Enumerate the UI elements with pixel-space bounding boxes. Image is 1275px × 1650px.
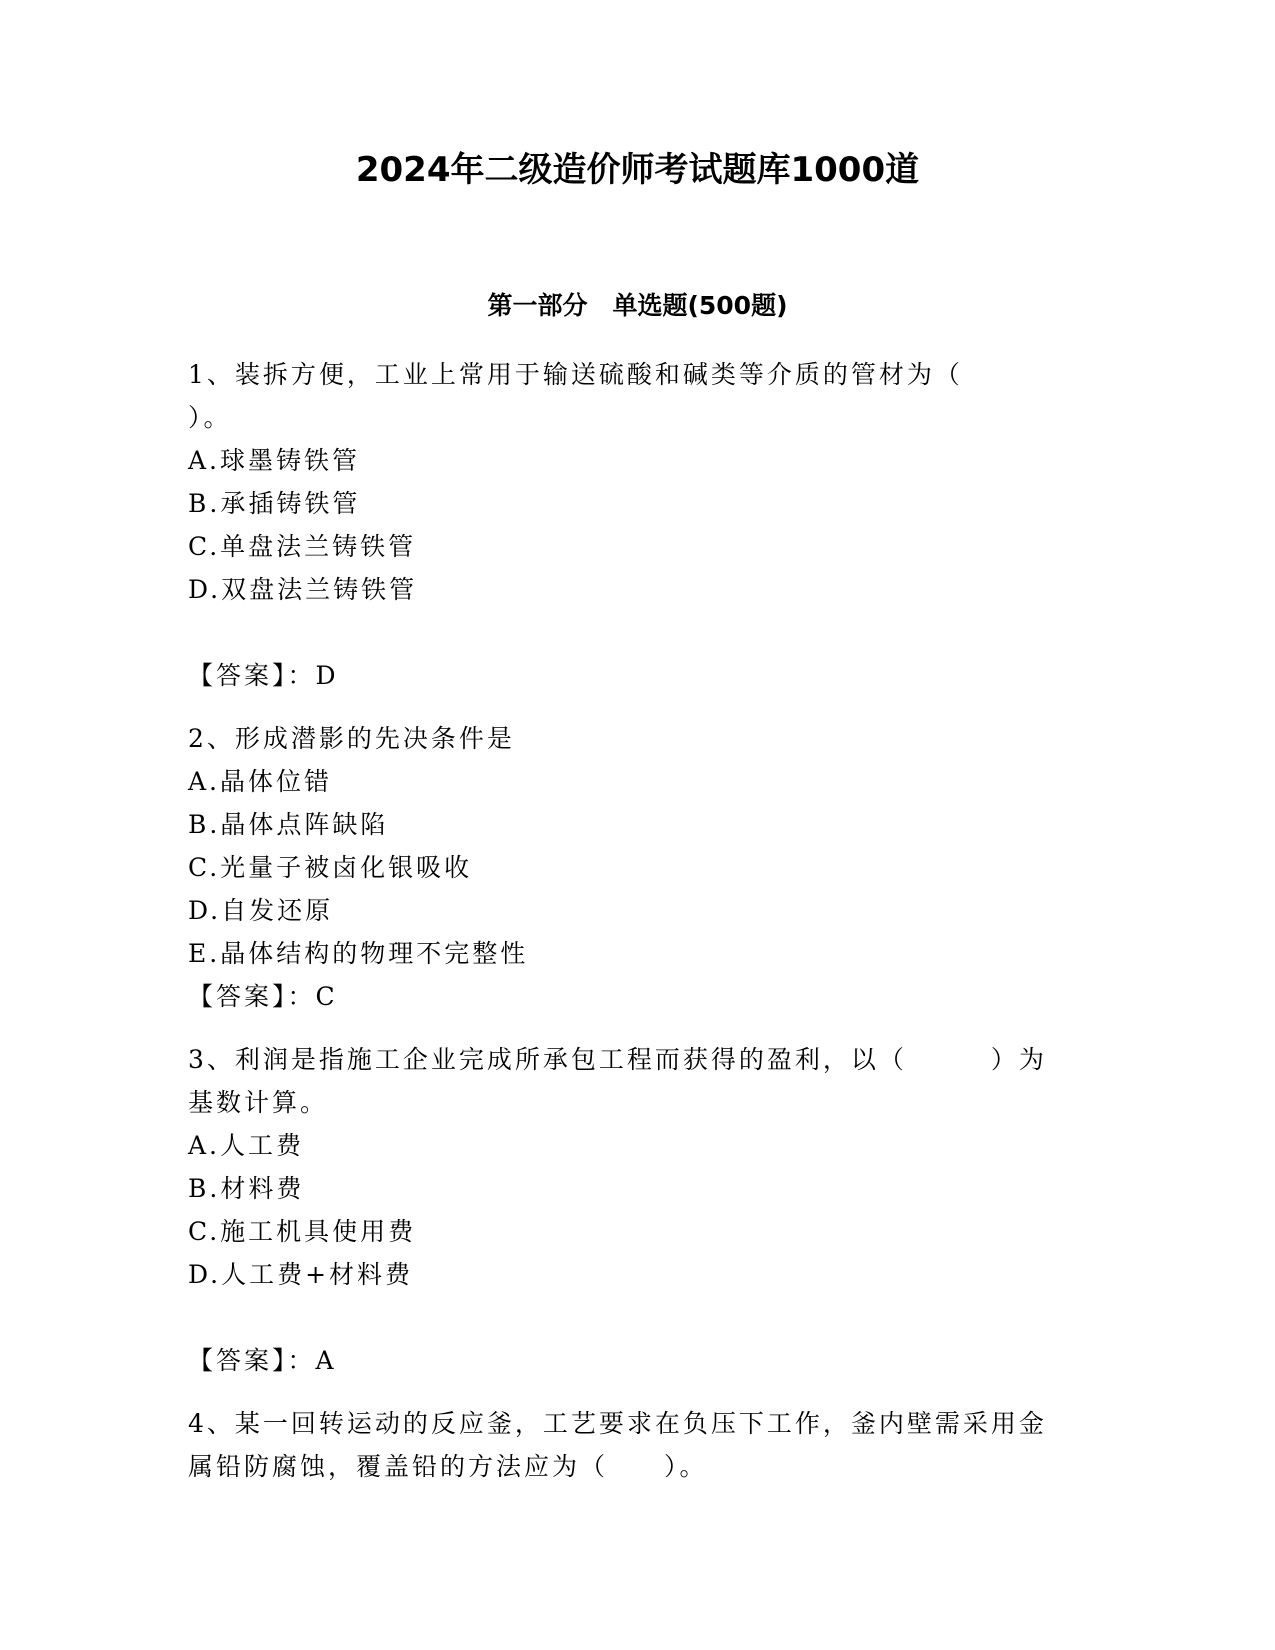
question-3-answer: 【答案】：A [188, 1346, 337, 1375]
question-1-stem-line1: 1、装拆方便，工业上常用于输送硫酸和碱类等介质的管材为（ [188, 360, 963, 389]
question-4-stem-line2: 属铅防腐蚀，覆盖铅的方法应为（ ）。 [188, 1452, 708, 1481]
question-1-option-d: D.双盘法兰铸铁管 [188, 575, 418, 604]
question-2-answer: 【答案】：C [188, 982, 338, 1011]
question-list [188, 353, 1078, 1488]
question-2-option-e: E.晶体结构的物理不完整性 [188, 939, 529, 968]
question-3-stem-line2: 基数计算。 [188, 1088, 329, 1117]
question-1-option-c: C.单盘法兰铸铁管 [188, 532, 417, 561]
question-3-stem-line1: 3、利润是指施工企业完成所承包工程而获得的盈利，以（ ）为 [188, 1045, 1047, 1074]
question-2-option-b: B.晶体点阵缺陷 [188, 810, 389, 839]
document-title: 2024年二级造价师考试题库1000道 [355, 150, 920, 190]
question-4-stem-line1: 4、某一回转运动的反应釜，工艺要求在负压下工作，釜内壁需采用金 [188, 1409, 1047, 1438]
question-2-option-a: A.晶体位错 [188, 767, 333, 796]
question-2-option-d: D.自发还原 [188, 896, 334, 925]
question-1-option-b: B.承插铸铁管 [188, 489, 361, 518]
question-1-stem-line2: ）。 [188, 403, 232, 432]
question-3-option-b: B.材料费 [188, 1174, 305, 1203]
question-3-option-d: D.人工费+材料费 [188, 1260, 414, 1289]
question-2-option-c: C.光量子被卤化银吸收 [188, 853, 473, 882]
question-3-option-c: C.施工机具使用费 [188, 1217, 417, 1246]
question-3-option-a: A.人工费 [188, 1131, 305, 1160]
question-1-option-a: A.球墨铸铁管 [188, 446, 361, 475]
question-2-stem: 2、形成潜影的先决条件是 [188, 724, 515, 753]
section-heading: 第一部分 单选题(500题) [487, 291, 788, 320]
question-1-answer: 【答案】：D [188, 661, 339, 690]
